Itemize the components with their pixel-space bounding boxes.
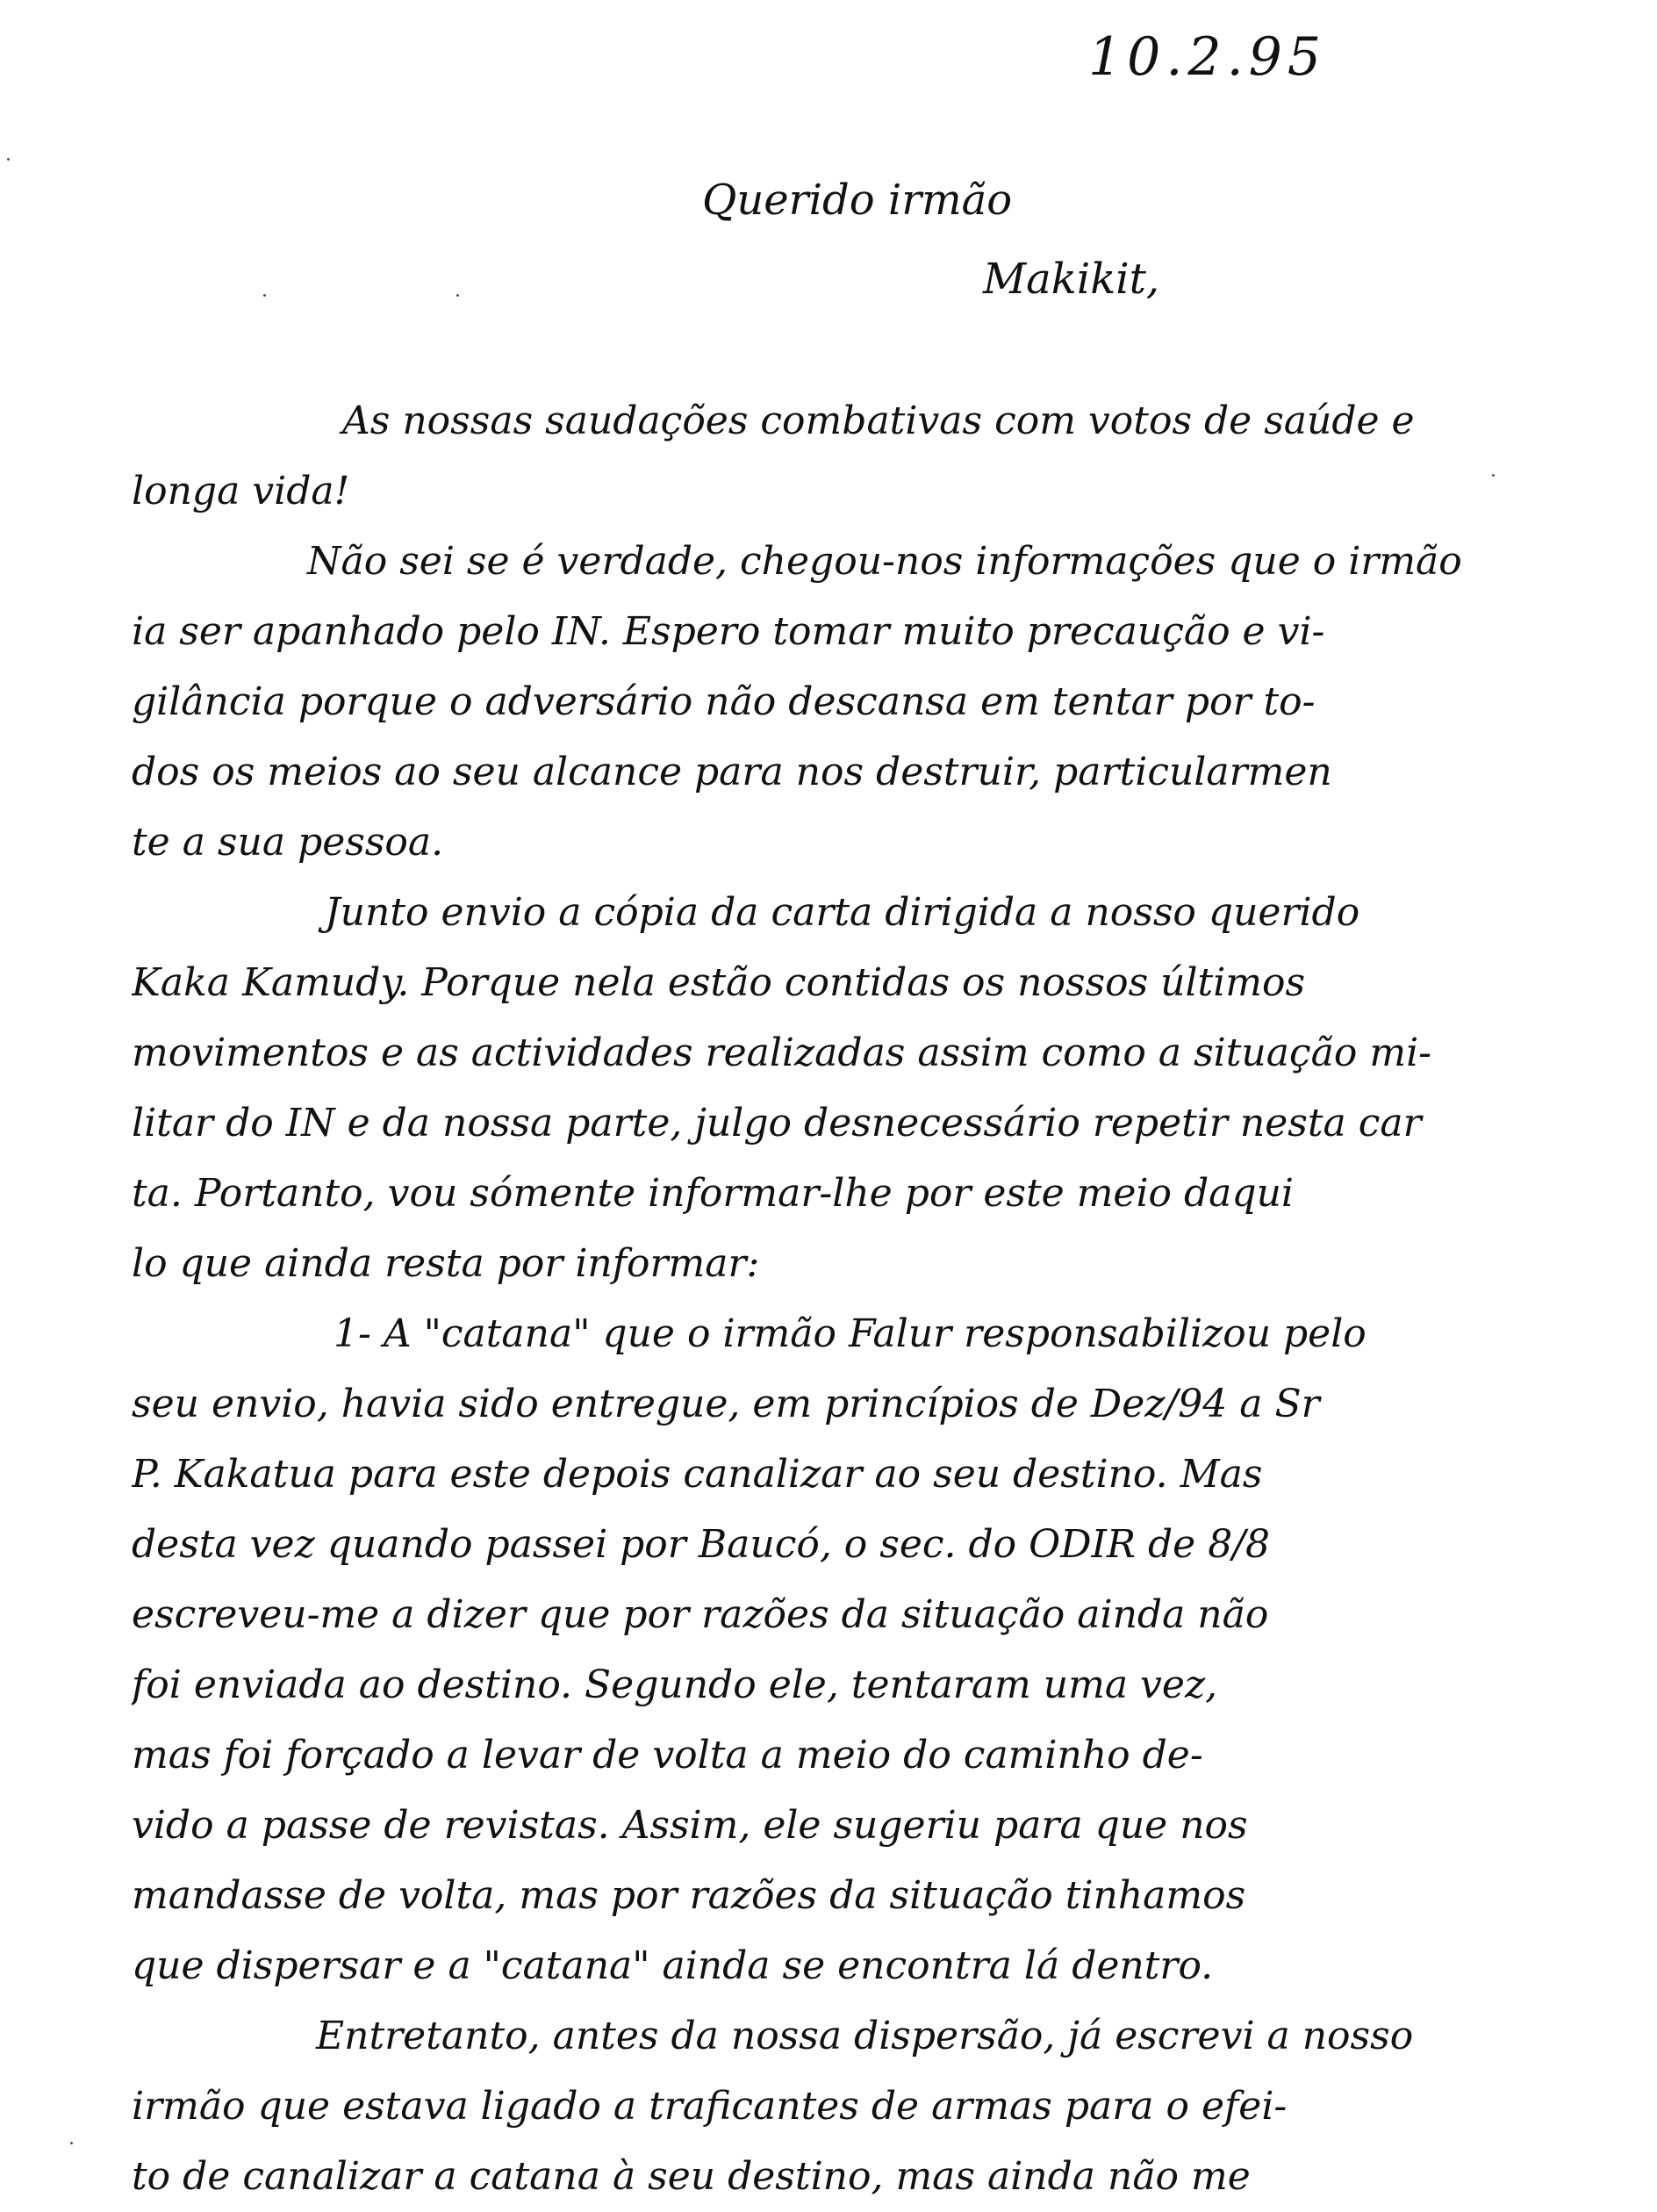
letter-body — [132, 386, 1606, 2212]
letter-line: Entretanto, antes da nossa dispersão, já escrevi a nosso — [316, 2014, 1414, 2058]
letter-line: dos os meios ao seu alcance para nos destruir, particularmen — [132, 750, 1332, 794]
scan-speck — [70, 2142, 73, 2144]
letter-line: mandasse de volta, mas por razões da situação tinhamos — [132, 1873, 1246, 1918]
letter-line: vido a passe de revistas. Assim, ele sugeriu para que nos — [132, 1803, 1248, 1848]
scan-speck — [1492, 474, 1495, 477]
letter-line: lo que ainda resta por informar: — [132, 1241, 760, 1286]
letter-line: to de canalizar a catana à seu destino, mas ainda não me — [132, 2154, 1251, 2199]
letter-line: litar do IN e da nossa parte, julgo desnecessário repetir nesta car — [132, 1101, 1422, 1146]
scan-speck — [263, 294, 266, 297]
scan-speck — [456, 294, 459, 297]
letter-line: mas foi forçado a levar de volta a meio do caminho de- — [132, 1733, 1203, 1778]
letter-line: escreveu-me a dizer que por razões da situação ainda não — [132, 1592, 1269, 1637]
letter-line: gilância porque o adversário não descansa em tentar por to- — [132, 679, 1316, 724]
letter-line: Não sei se é verdade, chegou-nos informações que o irmão — [307, 539, 1462, 584]
letter-line: movimentos e as actividades realizadas assim como a situação mi- — [132, 1031, 1432, 1075]
letter-line: te a sua pessoa. — [132, 820, 444, 865]
addressee: Makikit, — [983, 255, 1160, 304]
letter-line: seu envio, havia sido entregue, em princípios de Dez/94 a Sr — [132, 1382, 1320, 1426]
letter-line: 1- A "catana" que o irmão Falur responsabilizou pelo — [334, 1311, 1366, 1356]
letter-line: irmão que estava ligado a traficantes de armas para o efei- — [132, 2084, 1288, 2129]
letter-line: desta vez quando passei por Baucó, o sec. do ODIR de 8/8 — [132, 1522, 1271, 1567]
letter-line: ia ser apanhado pelo IN. Espero tomar muito precaução e vi- — [132, 609, 1325, 654]
letter-line: As nossas saudações combativas com votos de saúde e — [342, 399, 1415, 443]
scan-speck — [7, 158, 10, 161]
letter-line: foi enviada ao destino. Segundo ele, tentaram uma vez, — [132, 1663, 1218, 1707]
letter-line: longa vida! — [132, 469, 350, 514]
letter-line: Kaka Kamudy. Porque nela estão contidas os nossos últimos — [132, 960, 1306, 1005]
letter-line: P. Kakatua para este depois canalizar ao seu destino. Mas — [132, 1452, 1263, 1497]
letter-line: que dispersar e a "catana" ainda se encontra lá dentro. — [132, 1943, 1214, 1988]
salutation: Querido irmão — [702, 176, 1013, 225]
letter-line: ta. Portanto, vou sómente informar-lhe por este meio daqui — [132, 1171, 1294, 1216]
letter-line: Junto envio a cópia da carta dirigida a nosso querido — [325, 890, 1360, 935]
letter-date: 10.2.95 — [1088, 26, 1327, 88]
